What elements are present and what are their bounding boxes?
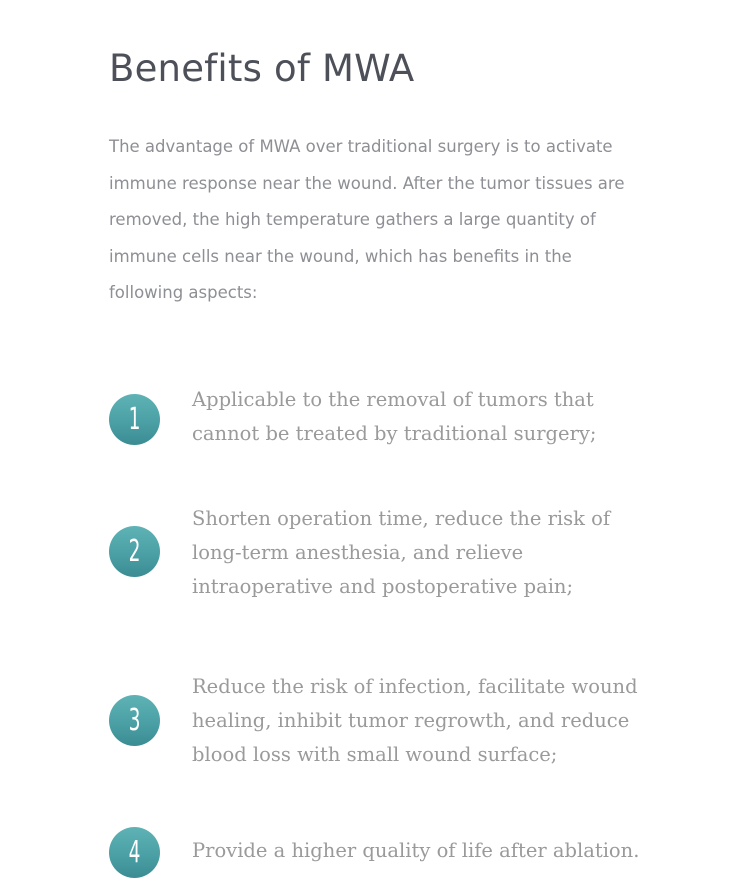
badge-number: 3 [128,702,141,738]
number-badge-1 [109,394,160,445]
number-badge-2 [109,526,160,577]
benefit-text-1: Applicable to the removal of tumors that cannot be treated by traditional surgery; [192,388,597,445]
intro-paragraph: The advantage of MWA over traditional surgery is to activate immune response near the wound. After the tumor tissues are removed, the high temperature gathers a large quantity of immune cells near the wound, which has benefits in the following aspects: [109,137,625,303]
benefit-text-4: Provide a higher quality of life after ablation. [192,839,640,862]
section-heading: Benefits of MWA [109,47,415,90]
badge-number: 4 [128,834,141,870]
number-badge-4 [109,827,160,878]
benefit-text-3: Reduce the risk of infection, facilitate wound healing, inhibit tumor regrowth, and reduce blood loss with small wound surface; [192,675,638,766]
benefit-text-2: Shorten operation time, reduce the risk of long-term anesthesia, and relieve intraoperative and postoperative pain; [192,507,611,598]
badge-number: 1 [128,401,141,437]
badge-number: 2 [128,533,141,569]
number-badge-3 [109,695,160,746]
